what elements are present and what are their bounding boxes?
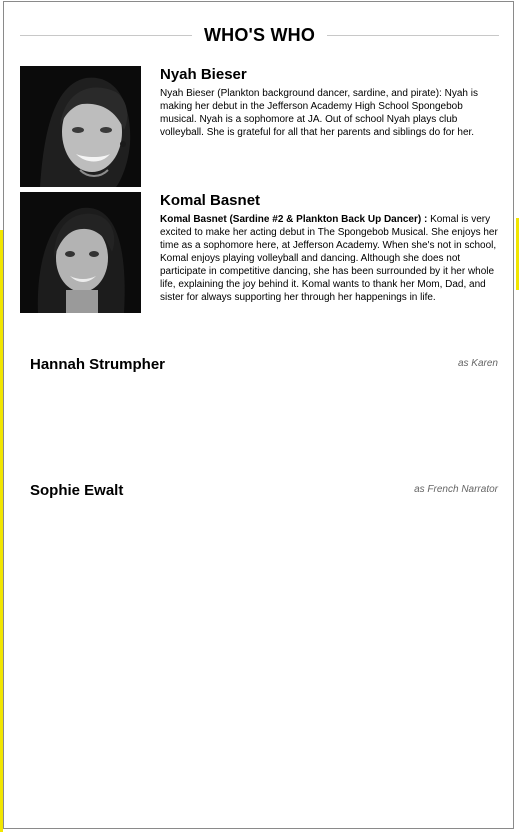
cast-name: Sophie Ewalt	[30, 482, 124, 499]
cast-role: as French Narrator	[414, 484, 498, 495]
headshot-portrait-icon	[20, 66, 141, 187]
header-rule-left	[20, 35, 192, 36]
bio-lead: Komal Basnet (Sardine #2 & Plankton Back Up Dancer) :	[160, 214, 428, 225]
bio-body: Nyah Bieser (Plankton background dancer, sardine, and pirate): Nyah is making her debut in the Jefferson Academy High School Spongebob musical. Nyah is a sophomore at JA. Out of school Nyah plays club volleyball. She is grateful for all that her parents and siblings do for her.	[160, 88, 478, 138]
cast-role: as Karen	[457, 358, 498, 369]
member-bio	[160, 192, 500, 304]
member-entry-nyah	[20, 66, 498, 188]
cast-name: Hannah Strumpher	[30, 356, 166, 373]
member-bio-text	[160, 87, 500, 139]
member-name: Komal Basnet	[160, 192, 261, 209]
program-page	[3, 1, 514, 829]
member-name: Nyah Bieser	[160, 66, 247, 83]
member-entry-komal	[20, 192, 498, 342]
headshot-photo	[20, 192, 141, 313]
bio-body: Komal is very excited to make her acting debut in The Spongebob Musical. She enjoys her time as a sophomore here, at Jefferson Academy. When she's not in school, Komal enjoys playing volleyball and dancing. Although she does not participate in competitive dancing, she has been surrounded by it her whole life, explaining the joy behind it. Komal wants to thank her Mom, Dad, and sister for always supporting her through her happenings in life.	[160, 214, 498, 303]
page-title: WHO'S WHO	[203, 24, 316, 45]
cast-row-hannah	[30, 356, 498, 380]
headshot-photo	[20, 66, 141, 187]
cast-row-sophie	[30, 482, 498, 506]
member-bio	[160, 66, 500, 139]
section-header	[20, 22, 499, 48]
header-rule-right	[327, 35, 499, 36]
headshot-portrait-icon	[20, 192, 141, 313]
member-bio-text	[160, 213, 500, 304]
